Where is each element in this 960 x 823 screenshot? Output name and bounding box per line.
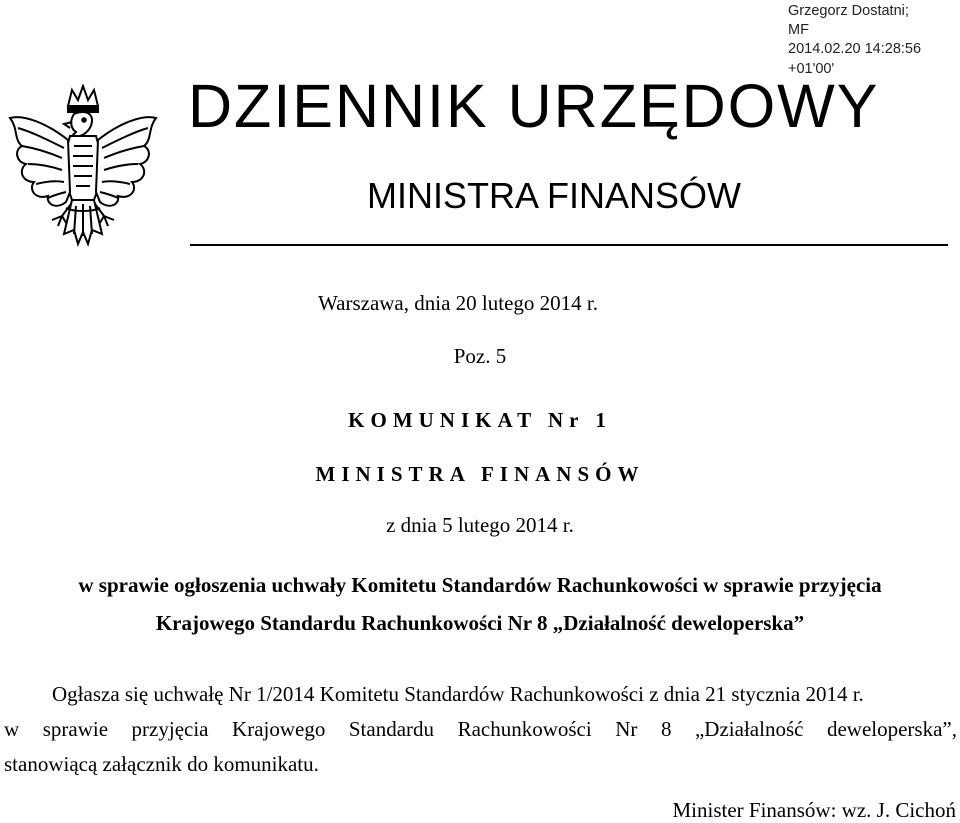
- act-type-heading: KOMUNIKAT Nr 1: [348, 408, 612, 432]
- act-subject-line-2: Krajowego Standardu Rachunkowości Nr 8 „Działalność deweloperska”: [155, 611, 805, 635]
- signature-line-timezone: +01'00': [788, 60, 835, 77]
- act-subject-line-1: w sprawie ogłoszenia uchwały Komitetu Standardów Rachunkowości w sprawie przyjęcia: [78, 573, 882, 597]
- act-issuer-heading: MINISTRA FINANSÓW: [315, 462, 645, 486]
- masthead-subtitle: MINISTRA FINANSÓW: [367, 175, 742, 216]
- minister-signoff: Minister Finansów: wz. J. Cichoń: [672, 798, 956, 822]
- dateline: Warszawa, dnia 20 lutego 2014 r.: [318, 291, 598, 315]
- eagle-emblem-icon: [4, 84, 162, 260]
- masthead-title: DZIENNIK URZĘDOWY: [188, 72, 880, 140]
- act-date: z dnia 5 lutego 2014 r.: [386, 513, 574, 537]
- body-line-2: w sprawie przyjęcia Krajowego Standardu Rachunkowości Nr 8 „Działalność deweloperska”,: [4, 717, 957, 741]
- signature-line-timestamp: 2014.02.20 14:28:56: [788, 41, 922, 58]
- body-line-1: Ogłasza się uchwałę Nr 1/2014 Komitetu Standardów Rachunkowości z dnia 21 stycznia 2014 r.: [52, 682, 864, 706]
- signature-line-org: MF: [788, 22, 809, 39]
- digital-signature-block: [788, 2, 958, 79]
- masthead-divider: [190, 244, 948, 246]
- body-line-3: stanowiącą załącznik do komunikatu.: [4, 752, 319, 776]
- act-subject: [0, 566, 960, 642]
- position-number: Poz. 5: [453, 344, 507, 368]
- signature-line-signer: Grzegorz Dostatni;: [788, 3, 909, 19]
- body-paragraph: [4, 677, 957, 782]
